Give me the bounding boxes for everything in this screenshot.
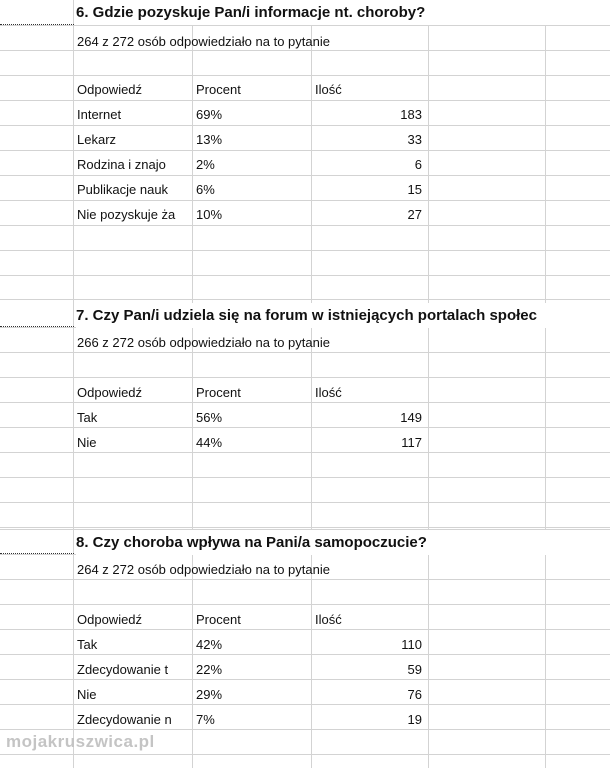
section-7-dotted-marker (0, 326, 74, 327)
section-8-dotted-marker (0, 553, 74, 554)
grid-row-line (0, 75, 610, 76)
section-6-row-count: 33 (407, 132, 422, 147)
section-7-respondents-note: 266 z 272 osób odpowiedziało na to pytanie (77, 335, 330, 350)
section-7-row-answer: Tak (77, 410, 98, 425)
section-7-header-percent: Procent (196, 385, 241, 400)
section-6-row-percent: 2% (196, 157, 215, 172)
section-7-question-title: 7. Czy Pan/i udziela się na forum w istniejących portalach społec (76, 303, 610, 328)
section-6-row-count: 183 (400, 107, 422, 122)
section-8-respondents-note: 264 z 272 osób odpowiedziało na to pytanie (77, 562, 330, 577)
section-6-question-title: 6. Gdzie pozyskuje Pan/i informacje nt. choroby? (76, 0, 610, 25)
section-8-row-percent: 42% (196, 637, 223, 652)
section-7-row-count: 149 (400, 410, 422, 425)
section-6-header-count: Ilość (315, 82, 342, 97)
grid-row-line (0, 377, 610, 378)
section-8-header-answer: Odpowiedź (77, 612, 143, 627)
grid-row-line (0, 299, 610, 300)
section-6-row-percent: 6% (196, 182, 215, 197)
section-6-row-count: 15 (407, 182, 422, 197)
section-6-row-percent: 13% (196, 132, 223, 147)
section-6-header-answer: Odpowiedź (77, 82, 143, 97)
section-6-row-answer: Lekarz (77, 132, 117, 147)
section-8-row-answer: Zdecydowanie n (77, 712, 172, 727)
section-7-header-answer: Odpowiedź (77, 385, 143, 400)
section-6-header-percent: Procent (196, 82, 241, 97)
section-8-header-percent: Procent (196, 612, 241, 627)
section-7-row-count: 117 (401, 435, 422, 450)
grid-column-line (428, 0, 429, 768)
section-8-row-percent: 22% (196, 662, 223, 677)
section-8-header-count: Ilość (315, 612, 342, 627)
section-6-row-answer: Internet (77, 107, 122, 122)
section-6-dotted-marker (0, 24, 74, 25)
grid-row-line (0, 502, 610, 503)
grid-column-line (73, 0, 74, 768)
section-8-row-answer: Zdecydowanie t (77, 662, 169, 677)
grid-column-line (545, 0, 546, 768)
section-6-row-answer: Rodzina i znajo (77, 157, 166, 172)
site-watermark: mojakruszwica.pl (6, 732, 155, 751)
section-6-row-answer: Publikacje nauk (77, 182, 169, 197)
section-6-row-count: 6 (414, 157, 422, 172)
section-8-row-count: 110 (401, 637, 422, 652)
section-6-row-percent: 10% (196, 207, 223, 222)
grid-row-line (0, 477, 610, 478)
grid-row-line (0, 527, 610, 528)
section-8-row-answer: Tak (77, 637, 98, 652)
section-8-row-percent: 7% (196, 712, 215, 727)
section-8-row-count: 19 (407, 712, 422, 727)
section-8-row-count: 59 (407, 662, 422, 677)
section-8-question-title: 8. Czy choroba wpływa na Pani/a samopoczucie? (76, 530, 610, 555)
section-7-row-answer: Nie (77, 435, 97, 450)
section-8-row-percent: 29% (196, 687, 223, 702)
grid-row-line (0, 275, 610, 276)
grid-column-line (311, 0, 312, 768)
section-7-header-count: Ilość (315, 385, 342, 400)
section-8-row-count: 76 (407, 687, 422, 702)
grid-row-line (0, 250, 610, 251)
grid-row-line (0, 604, 610, 605)
section-6-respondents-note: 264 z 272 osób odpowiedziało na to pytanie (77, 34, 330, 49)
grid-row-line (0, 754, 610, 755)
grid-row-line (0, 25, 610, 26)
section-7-row-percent: 44% (196, 435, 223, 450)
section-6-row-percent: 69% (196, 107, 223, 122)
section-7-row-percent: 56% (196, 410, 223, 425)
section-8-row-answer: Nie (77, 687, 97, 702)
section-6-row-answer: Nie pozyskuje ża (77, 207, 176, 222)
section-6-row-count: 27 (407, 207, 422, 222)
